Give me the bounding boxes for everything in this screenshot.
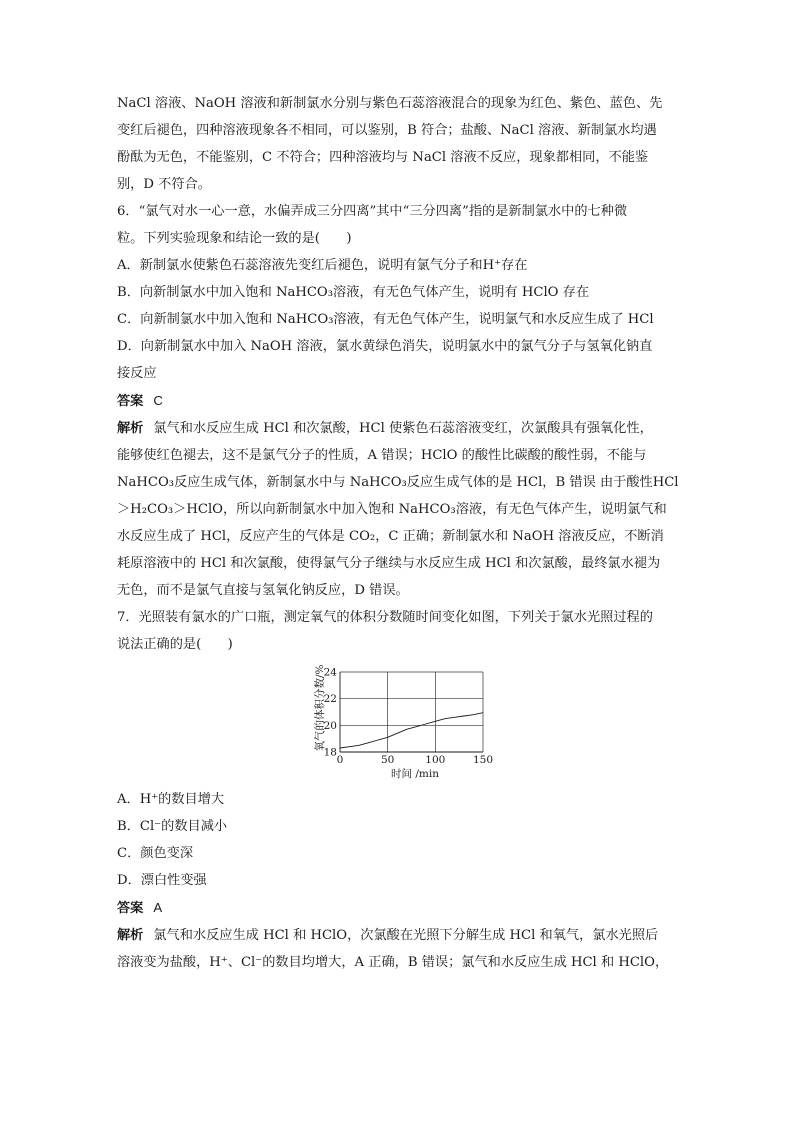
chart-grid: [340, 672, 483, 752]
q6-answer: [117, 387, 679, 415]
q7-option-c: C．颜色变深: [117, 846, 194, 861]
analysis-line: [117, 922, 679, 949]
analysis-label: 解析: [117, 421, 144, 436]
q6-analysis: [117, 415, 679, 604]
x-tick-label: 150: [472, 754, 493, 766]
analysis-line: 无色，而不是氯气直接与氢氧化钠反应，D 错误。: [117, 583, 409, 598]
analysis-line: 水反应生成了 HCl，反应产生的气体是 CO₂，C 正确；新制氯水和 NaOH 溶液反应，不断消: [117, 529, 664, 544]
oxygen-chart-figure: [117, 664, 679, 782]
q6-stem-line: 6．“氯气对水一心一意，水偏弄成三分四离”其中“三分四离”指的是新制氯水中的七种微: [117, 204, 628, 219]
answer-label: 答案: [117, 394, 144, 409]
q6-option-a: A．新制氯水使紫色石蕊溶液先变红后褪色，说明有氯气分子和H⁺存在: [117, 258, 528, 273]
y-axis-label: 氧气的体积分数/%: [314, 664, 326, 752]
analysis-line: 溶液变为盐酸，H⁺、Cl⁻的数目均增大，A 正确，B 错误；氯气和水反应生成 HCl 和 HClO，: [117, 955, 669, 970]
q7-option-a: A．H⁺的数目增大: [117, 792, 225, 807]
question-7: [117, 604, 679, 976]
q6-options: [117, 252, 679, 387]
y-tick-label: 24: [323, 666, 337, 679]
q7-answer: [117, 894, 679, 922]
answer-value: C: [153, 393, 163, 408]
q7-stem-line: 说法正确的是( ): [117, 637, 233, 652]
intro-line: 酚酞为无色，不能鉴别，C 不符合；四种溶液均与 NaCl 溶液不反应，现象都相同，不能鉴: [117, 150, 649, 165]
q6-option-c: C．向新制氯水中加入饱和 NaHCO₃溶液，有无色气体产生，说明氯气和水反应生成了 HCl: [117, 312, 654, 327]
q7-option-d: D．漂白性变强: [117, 873, 207, 888]
q7-option-b: B．Cl⁻的数目减小: [117, 819, 228, 834]
q6-option-d-cont: 接反应: [117, 366, 157, 381]
y-tick-label: 22: [323, 693, 337, 706]
analysis-line: 能够使红色褪去，这不是氯气分子的性质，A 错误；HClO 的酸性比碳酸的酸性弱，不能与: [117, 448, 647, 463]
answer-label: 答案: [117, 901, 144, 916]
x-tick-label: 50: [380, 754, 395, 766]
analysis-line: [117, 415, 679, 442]
document-page: [117, 90, 679, 976]
q6-stem-line: 粒。下列实验现象和结论一致的是( ): [117, 231, 352, 246]
analysis-text: 氯气和水反应生成 HCl 和次氯酸，HCl 使紫色石蕊溶液变红，次氯酸具有强氧化性，: [153, 421, 653, 436]
chart-ticks: [324, 667, 493, 767]
analysis-text: 氯气和水反应生成 HCl 和 HClO，次氯酸在光照下分解生成 HCl 和氧气，氯水光照后: [153, 928, 659, 943]
x-tick-label: 100: [425, 754, 446, 766]
chart-axes: [340, 672, 483, 752]
q7-analysis: [117, 922, 679, 976]
answer-value: A: [153, 900, 163, 915]
question-6: [117, 198, 679, 604]
q6-option-b: B．向新制氯水中加入饱和 NaHCO₃溶液，有无色气体产生，说明有 HClO 存在: [117, 285, 590, 300]
chart-series: [340, 713, 483, 748]
q7-options: [117, 786, 679, 894]
analysis-label: 解析: [117, 928, 144, 943]
analysis-line: ＞H₂CO₃＞HClO，所以向新制氯水中加入饱和 NaHCO₃溶液，有无色气体产生，说明氯气和: [117, 502, 667, 517]
intro-line: 别，D 不符合。: [117, 177, 211, 192]
x-axis-label: 时间 /min: [391, 768, 439, 780]
oxygen-line-chart: [303, 664, 493, 782]
intro-line: 变红后褪色，四种溶液现象各不相同，可以鉴别，B 符合；盐酸、NaCl 溶液、新制氯水均遇: [117, 123, 657, 138]
intro-line: NaCl 溶液、NaOH 溶液和新制氯水分别与紫色石蕊溶液混合的现象为红色、紫色、蓝色、先: [117, 96, 663, 111]
y-tick-label: 20: [323, 719, 337, 732]
y-tick-label: 18: [323, 746, 337, 759]
analysis-line: 耗原溶液中的 HCl 和次氯酸，使得氯气分子继续与水反应生成 HCl 和次氯酸，最终氯水褪为: [117, 556, 661, 571]
x-tick-label: 0: [336, 754, 344, 766]
intro-block: [117, 90, 679, 198]
q6-option-d: D．向新制氯水中加入 NaOH 溶液，氯水黄绿色消失，说明氯水中的氯气分子与氢氧化钠直: [117, 339, 653, 354]
analysis-line: NaHCO₃反应生成气体，新制氯水中与 NaHCO₃反应生成气体的是 HCl，B 错误 由于酸性HCl: [117, 475, 679, 490]
series-line-oxygen: [340, 713, 483, 748]
q7-stem-line: 7．光照装有氯水的广口瓶，测定氧气的体积分数随时间变化如图，下列关于氯水光照过程的: [117, 610, 653, 625]
